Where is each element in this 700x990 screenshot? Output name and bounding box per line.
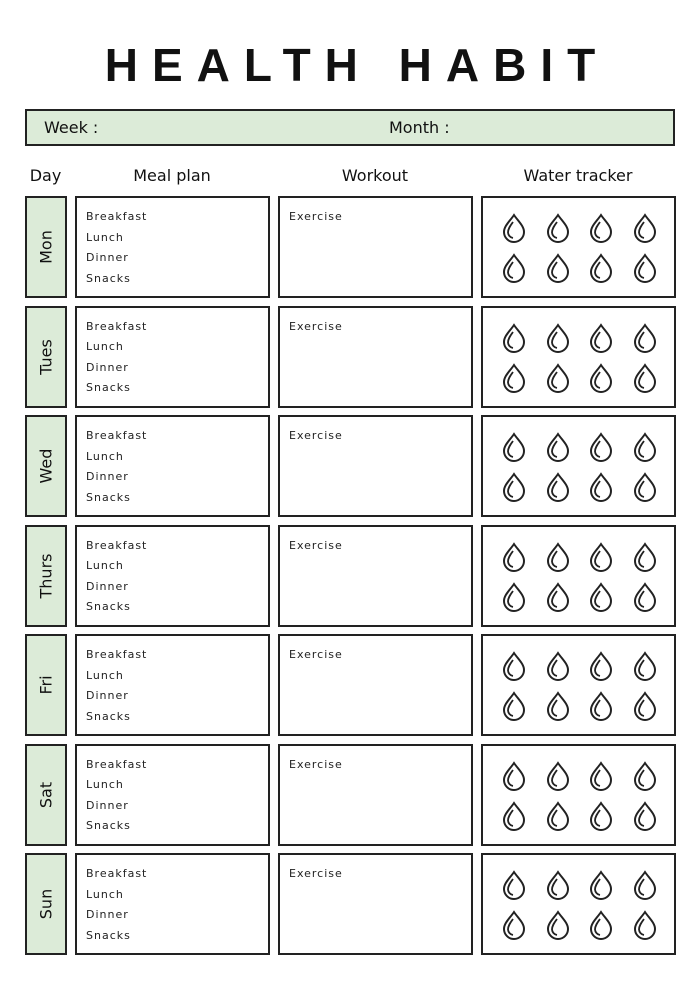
meal-plan-cell[interactable]: [75, 415, 270, 517]
water-drop-icon[interactable]: [588, 691, 614, 721]
day-cell-thurs: [25, 525, 67, 627]
water-drop-icon[interactable]: [501, 870, 527, 900]
meal-label-snacks: Snacks: [86, 819, 131, 832]
day-cell-tues: [25, 306, 67, 408]
workout-cell[interactable]: [278, 634, 473, 736]
water-drop-icon[interactable]: [545, 691, 571, 721]
water-drop-icon[interactable]: [545, 870, 571, 900]
workout-cell[interactable]: [278, 853, 473, 955]
water-drop-icon[interactable]: [501, 323, 527, 353]
water-drop-icon[interactable]: [588, 213, 614, 243]
header-water-tracker: Water tracker: [523, 166, 633, 185]
exercise-label: Exercise: [289, 867, 343, 880]
water-drop-icon[interactable]: [501, 253, 527, 283]
workout-cell[interactable]: [278, 196, 473, 298]
water-drop-icon[interactable]: [588, 253, 614, 283]
water-drop-icon[interactable]: [632, 691, 658, 721]
meal-label-breakfast: Breakfast: [86, 210, 148, 223]
meal-plan-cell[interactable]: [75, 744, 270, 846]
meal-label-lunch: Lunch: [86, 778, 124, 791]
water-drop-icon[interactable]: [632, 472, 658, 502]
meal-plan-cell[interactable]: [75, 525, 270, 627]
exercise-label: Exercise: [289, 429, 343, 442]
water-drop-icon[interactable]: [632, 432, 658, 462]
water-drop-icon[interactable]: [632, 323, 658, 353]
water-tracker-cell: [481, 744, 676, 846]
workout-cell[interactable]: [278, 306, 473, 408]
water-drop-icon[interactable]: [588, 542, 614, 572]
water-drop-icon[interactable]: [501, 363, 527, 393]
exercise-label: Exercise: [289, 210, 343, 223]
water-drop-icon[interactable]: [501, 213, 527, 243]
header-day: Day: [29, 166, 62, 185]
month-label[interactable]: Month :: [389, 118, 450, 137]
meal-label-breakfast: Breakfast: [86, 648, 148, 661]
meal-label-dinner: Dinner: [86, 579, 129, 593]
water-drop-icon[interactable]: [501, 472, 527, 502]
workout-cell[interactable]: [278, 744, 473, 846]
day-cell-wed: [25, 415, 67, 517]
meal-label-dinner: Dinner: [86, 908, 129, 921]
water-drop-icon[interactable]: [588, 910, 614, 940]
water-drop-icon[interactable]: [501, 691, 527, 721]
meal-label-dinner: Dinner: [86, 470, 129, 483]
header-workout: Workout: [341, 166, 409, 185]
water-tracker-cell: [481, 853, 676, 955]
meal-label-snacks: Snacks: [86, 271, 131, 285]
day-label: Wed: [36, 448, 56, 484]
day-label: Tues: [36, 338, 56, 375]
day-cell-fri: [25, 634, 67, 736]
water-drop-icon[interactable]: [588, 582, 614, 612]
water-drop-icon[interactable]: [632, 761, 658, 791]
meal-label-dinner: Dinner: [86, 360, 129, 374]
water-drop-icon[interactable]: [588, 870, 614, 900]
water-drop-icon[interactable]: [545, 432, 571, 462]
day-label: Mon: [36, 230, 56, 264]
water-tracker-cell: [481, 196, 676, 298]
water-drop-icon[interactable]: [501, 651, 527, 681]
workout-cell[interactable]: [278, 415, 473, 517]
water-drop-icon[interactable]: [632, 582, 658, 612]
meal-label-lunch: Lunch: [86, 668, 124, 682]
meal-label-lunch: Lunch: [86, 559, 124, 572]
water-drop-icon[interactable]: [588, 323, 614, 353]
water-drop-icon[interactable]: [588, 363, 614, 393]
meal-label-breakfast: Breakfast: [86, 319, 148, 333]
meal-label-snacks: Snacks: [86, 381, 131, 394]
exercise-label: Exercise: [289, 757, 343, 771]
water-drop-icon[interactable]: [545, 472, 571, 502]
meal-label-lunch: Lunch: [86, 449, 124, 463]
water-drop-icon[interactable]: [632, 363, 658, 393]
workout-cell[interactable]: [278, 525, 473, 627]
meal-label-dinner: Dinner: [86, 251, 129, 264]
meal-label-dinner: Dinner: [86, 689, 129, 702]
water-drop-icon[interactable]: [632, 542, 658, 572]
day-cell-sat: [25, 744, 67, 846]
meal-label-breakfast: Breakfast: [86, 757, 148, 771]
water-drop-icon[interactable]: [545, 761, 571, 791]
meal-label-lunch: Lunch: [86, 340, 124, 353]
water-drop-icon[interactable]: [588, 432, 614, 462]
page-title: HEALTH HABIT: [104, 39, 610, 91]
meal-label-breakfast: Breakfast: [86, 429, 148, 442]
water-drop-icon[interactable]: [545, 213, 571, 243]
meal-plan-cell[interactable]: [75, 853, 270, 955]
meal-label-snacks: Snacks: [86, 600, 131, 613]
day-cell-sun: [25, 853, 67, 955]
water-drop-icon[interactable]: [632, 651, 658, 681]
water-drop-icon[interactable]: [545, 253, 571, 283]
water-drop-icon[interactable]: [588, 761, 614, 791]
water-drop-icon[interactable]: [632, 213, 658, 243]
day-label: Sat: [36, 781, 56, 808]
water-drop-icon[interactable]: [545, 801, 571, 831]
meal-label-breakfast: Breakfast: [86, 538, 148, 552]
day-label: Thurs: [36, 553, 56, 598]
meal-label-breakfast: Breakfast: [86, 867, 148, 880]
water-drop-icon[interactable]: [501, 432, 527, 462]
water-drop-icon[interactable]: [632, 801, 658, 831]
water-drop-icon[interactable]: [501, 582, 527, 612]
water-drop-icon[interactable]: [501, 542, 527, 572]
meal-label-snacks: Snacks: [86, 928, 131, 942]
meal-plan-cell[interactable]: [75, 196, 270, 298]
water-tracker-cell: [481, 525, 676, 627]
water-drop-icon[interactable]: [632, 253, 658, 283]
water-drop-icon[interactable]: [545, 582, 571, 612]
water-drop-icon[interactable]: [501, 910, 527, 940]
week-label[interactable]: Week :: [44, 118, 99, 137]
water-drop-icon[interactable]: [501, 761, 527, 791]
water-drop-icon[interactable]: [545, 542, 571, 572]
header-meal-plan: Meal plan: [133, 166, 211, 185]
meal-label-snacks: Snacks: [86, 490, 131, 504]
water-tracker-cell: [481, 634, 676, 736]
meal-label-lunch: Lunch: [86, 230, 124, 244]
exercise-label: Exercise: [289, 538, 343, 552]
day-cell-mon: [25, 196, 67, 298]
exercise-label: Exercise: [289, 319, 343, 333]
water-drop-icon[interactable]: [588, 801, 614, 831]
water-drop-icon[interactable]: [545, 651, 571, 681]
water-drop-icon[interactable]: [588, 472, 614, 502]
exercise-label: Exercise: [289, 648, 343, 661]
meal-label-dinner: Dinner: [86, 798, 129, 812]
meal-plan-cell[interactable]: [75, 634, 270, 736]
week-month-bar: [25, 109, 675, 146]
water-drop-icon[interactable]: [545, 363, 571, 393]
meal-label-snacks: Snacks: [86, 709, 131, 723]
water-drop-icon[interactable]: [632, 870, 658, 900]
day-label: Fri: [36, 675, 56, 695]
water-drop-icon[interactable]: [588, 651, 614, 681]
water-drop-icon[interactable]: [545, 323, 571, 353]
water-tracker-cell: [481, 306, 676, 408]
meal-plan-cell[interactable]: [75, 306, 270, 408]
water-tracker-cell: [481, 415, 676, 517]
meal-label-lunch: Lunch: [86, 887, 124, 901]
water-drop-icon[interactable]: [501, 801, 527, 831]
water-drop-icon[interactable]: [545, 910, 571, 940]
water-drop-icon[interactable]: [632, 910, 658, 940]
day-label: Sun: [36, 888, 56, 920]
